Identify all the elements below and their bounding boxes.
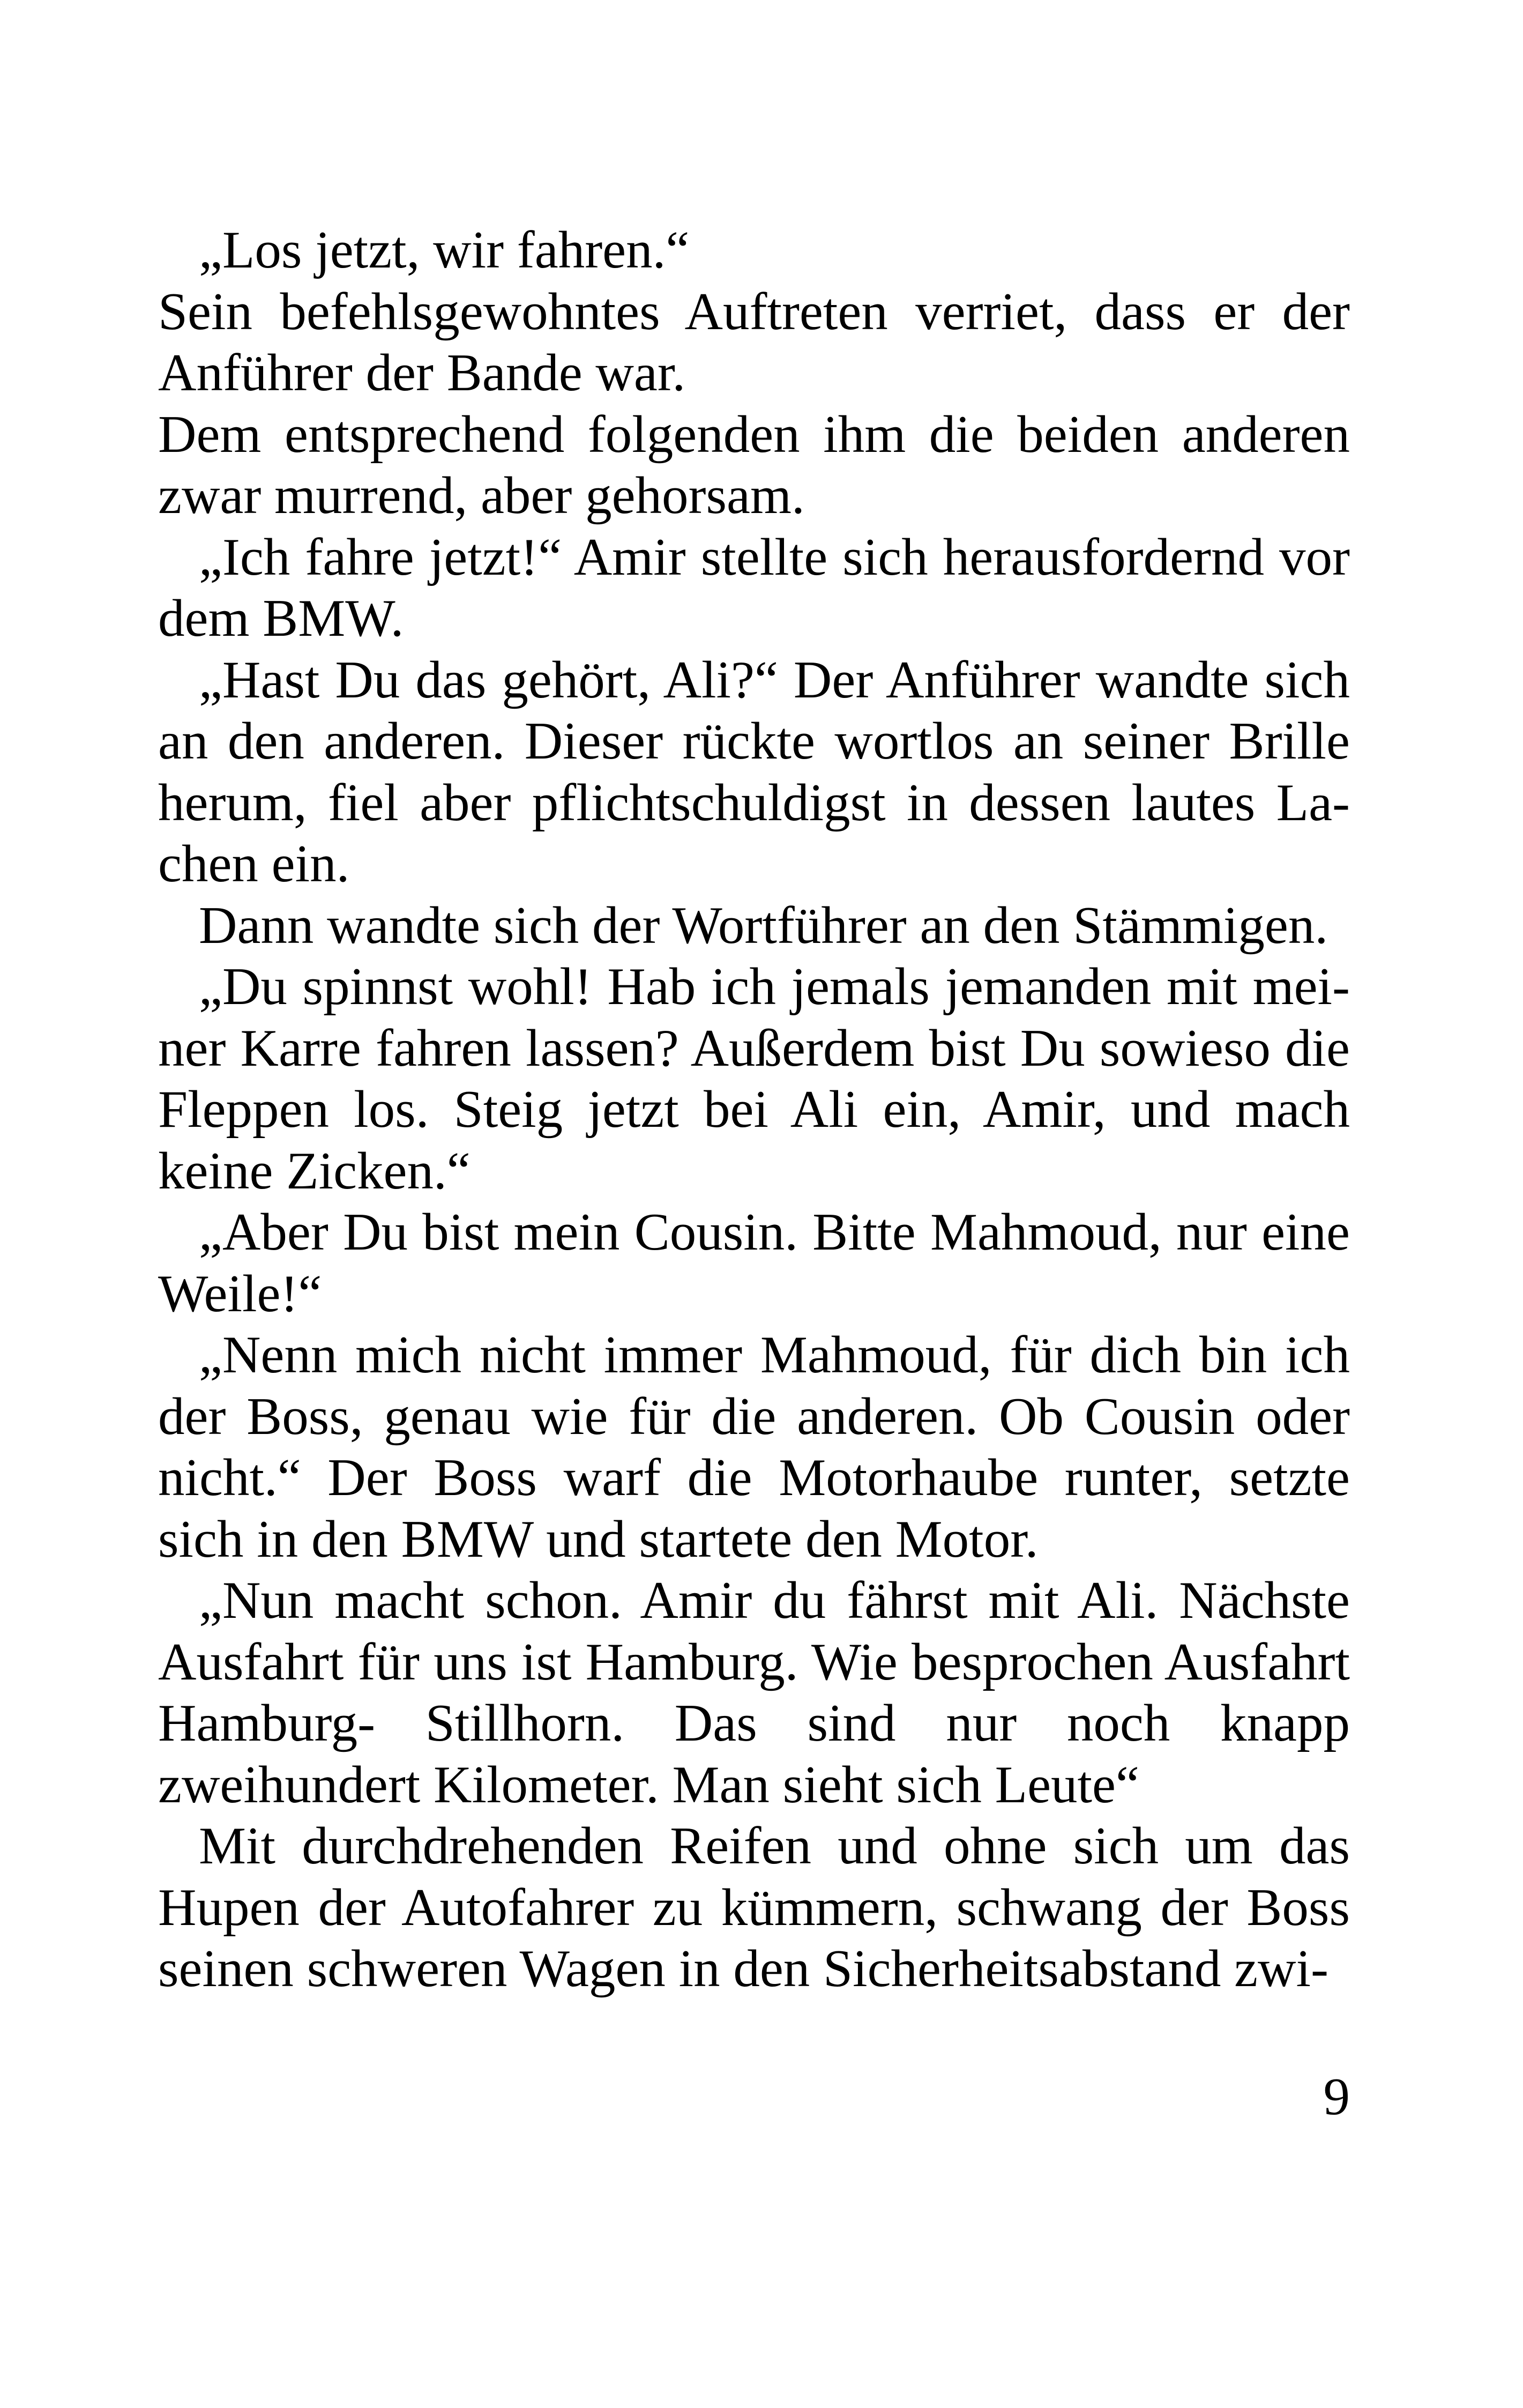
paragraph: Sein befehlsgewohntes Auftreten verriet, dass er der Anführer der Bande war. bbox=[158, 282, 1350, 402]
paragraph: „Ich fahre jetzt!“ Amir stellte sich herausfordernd vor dem BMW. bbox=[158, 527, 1350, 648]
body-text bbox=[158, 220, 1350, 2000]
paragraph: „Du spinnst wohl! Hab ich jemals jemanden mit meiner Karre fahren lassen? Außerdem bist Du sowieso die Fleppen los. Steig jetzt bei Ali ein, Amir, und mach keine Zicken.“ bbox=[158, 957, 1350, 1200]
paragraph: „Nenn mich nicht immer Mahmoud, für dich bin ich der Boss, genau wie für die anderen. Ob Cousin oder nicht.“ Der Boss warf die Motorhaube runter, setzte sich in den BMW und startete den Motor. bbox=[158, 1326, 1350, 1569]
page-number: 9 bbox=[1323, 2068, 1350, 2126]
paragraph: Mit durchdrehenden Reifen und ohne sich um das Hupen der Autofahrer zu kümmern, schwang der Boss seinen schweren Wagen in den Sicherheitsabstand zwi- bbox=[158, 1817, 1350, 1998]
paragraph: „Hast Du das gehört, Ali?“ Der Anführer wandte sich an den anderen. Dieser rückte wortlos an seiner Brille herum, fiel aber pflichtschuldigst in dessen lautes Lachen ein. bbox=[158, 650, 1350, 893]
paragraph: Dann wandte sich der Wortführer an den Stämmigen. bbox=[199, 896, 1328, 955]
paragraph: „Nun macht schon. Amir du fährst mit Ali. Nächste Ausfahrt für uns ist Hamburg. Wie besprochen Ausfahrt Hamburg- Stillhorn. Das sind nur noch knapp zweihundert Kilometer. Man sieht sich Leute“ bbox=[158, 1571, 1350, 1814]
paragraph: „Aber Du bist mein Cousin. Bitte Mahmoud, nur eine Weile!“ bbox=[158, 1203, 1350, 1323]
paragraph: Dem entsprechend folgenden ihm die beiden anderen zwar murrend, aber gehorsam. bbox=[158, 405, 1350, 525]
paragraph: „Los jetzt, wir fahren.“ bbox=[199, 221, 690, 279]
